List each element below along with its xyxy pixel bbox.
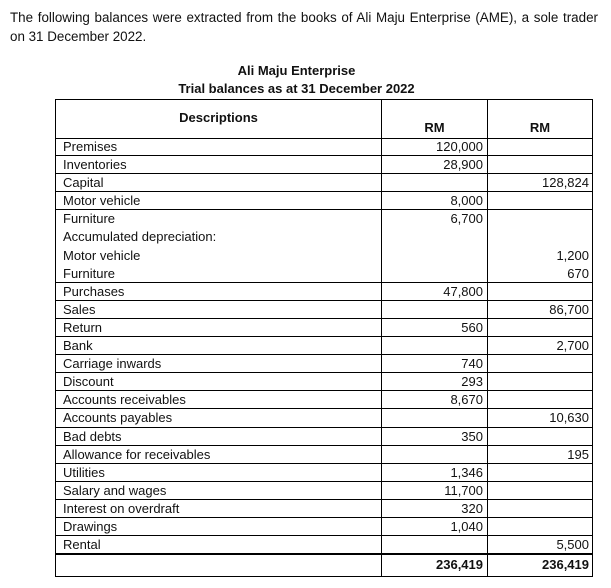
row-description: Motor vehicle <box>63 193 141 209</box>
row-description: Bank <box>63 338 93 354</box>
table-row <box>56 464 592 482</box>
row-credit: 10,630 <box>549 410 589 426</box>
table-row <box>56 156 592 174</box>
row-debit: 1,346 <box>450 464 483 480</box>
table-row <box>56 228 592 246</box>
table-row <box>56 138 592 156</box>
table-row <box>56 192 592 210</box>
table-row <box>56 265 592 283</box>
statement-title: Trial balances as at 31 December 2022 <box>178 81 415 96</box>
row-description: Premises <box>63 139 118 154</box>
total-credit: 236,419 <box>542 557 589 573</box>
table-row <box>56 391 592 409</box>
row-description: Capital <box>63 175 104 191</box>
row-debit: 8,000 <box>450 193 483 209</box>
trial-balance-table <box>55 99 593 577</box>
row-description: Bad debts <box>63 428 122 444</box>
intro-paragraph: The following balances were extracted from the books of Ali Maju Enterprise (AME), a sole trader on 31 December 2022. <box>10 10 598 44</box>
row-debit: 350 <box>461 428 483 444</box>
row-credit: 86,700 <box>549 301 589 317</box>
table-row <box>56 174 592 192</box>
row-description: Furniture <box>63 265 116 281</box>
table-row <box>56 319 592 337</box>
table-header <box>56 100 592 139</box>
row-credit: 128,824 <box>542 175 589 191</box>
row-debit: 740 <box>461 356 483 372</box>
row-debit: 8,670 <box>450 392 483 408</box>
row-description: Salary and wages <box>63 482 167 498</box>
header-debit: RM <box>381 100 487 138</box>
table-row <box>56 210 592 228</box>
table-row <box>56 283 592 301</box>
row-description: Accounts receivables <box>63 392 186 408</box>
row-credit: 670 <box>567 265 589 281</box>
row-description: Inventories <box>63 157 127 173</box>
table-row <box>56 247 592 265</box>
company-name: Ali Maju Enterprise <box>237 63 356 78</box>
row-debit: 28,900 <box>443 157 483 173</box>
row-debit: 6,700 <box>450 211 483 227</box>
row-description: Rental <box>63 537 101 553</box>
row-credit: 1,200 <box>556 247 589 263</box>
totals-row <box>56 554 592 574</box>
row-debit: 120,000 <box>436 139 483 154</box>
table-body <box>56 138 592 574</box>
row-description: Allowance for receivables <box>63 446 211 462</box>
header-descriptions: Descriptions <box>179 110 258 125</box>
row-debit: 560 <box>461 319 483 335</box>
row-description: Interest on overdraft <box>63 500 180 516</box>
row-credit: 2,700 <box>556 338 589 354</box>
row-description: Accumulated depreciation: <box>63 229 217 245</box>
row-debit: 293 <box>461 374 483 390</box>
row-description: Drawings <box>63 518 118 534</box>
row-description: Sales <box>63 301 96 317</box>
header-credit: RM <box>487 100 592 138</box>
row-description: Purchases <box>63 283 125 299</box>
row-debit: 11,700 <box>444 482 483 498</box>
row-description: Carriage inwards <box>63 356 162 372</box>
row-description: Motor vehicle <box>63 247 141 263</box>
table-row <box>56 373 592 391</box>
row-credit: 5,500 <box>556 537 589 553</box>
table-row <box>56 355 592 373</box>
table-row <box>56 536 592 554</box>
row-description: Discount <box>63 374 114 390</box>
row-description: Utilities <box>63 464 105 480</box>
table-row <box>56 446 592 464</box>
row-debit: 320 <box>461 500 483 516</box>
row-description: Accounts payables <box>63 410 173 426</box>
table-row <box>56 482 592 500</box>
table-row <box>56 337 592 355</box>
row-description: Furniture <box>63 211 116 227</box>
table-row <box>56 518 592 536</box>
row-credit: 195 <box>567 446 589 462</box>
table-row <box>56 301 592 319</box>
table-row <box>56 500 592 518</box>
row-debit: 47,800 <box>443 283 483 299</box>
row-description: Return <box>63 319 103 335</box>
table-row <box>56 428 592 446</box>
total-debit: 236,419 <box>436 557 483 573</box>
table-row <box>56 409 592 427</box>
row-debit: 1,040 <box>450 518 483 534</box>
